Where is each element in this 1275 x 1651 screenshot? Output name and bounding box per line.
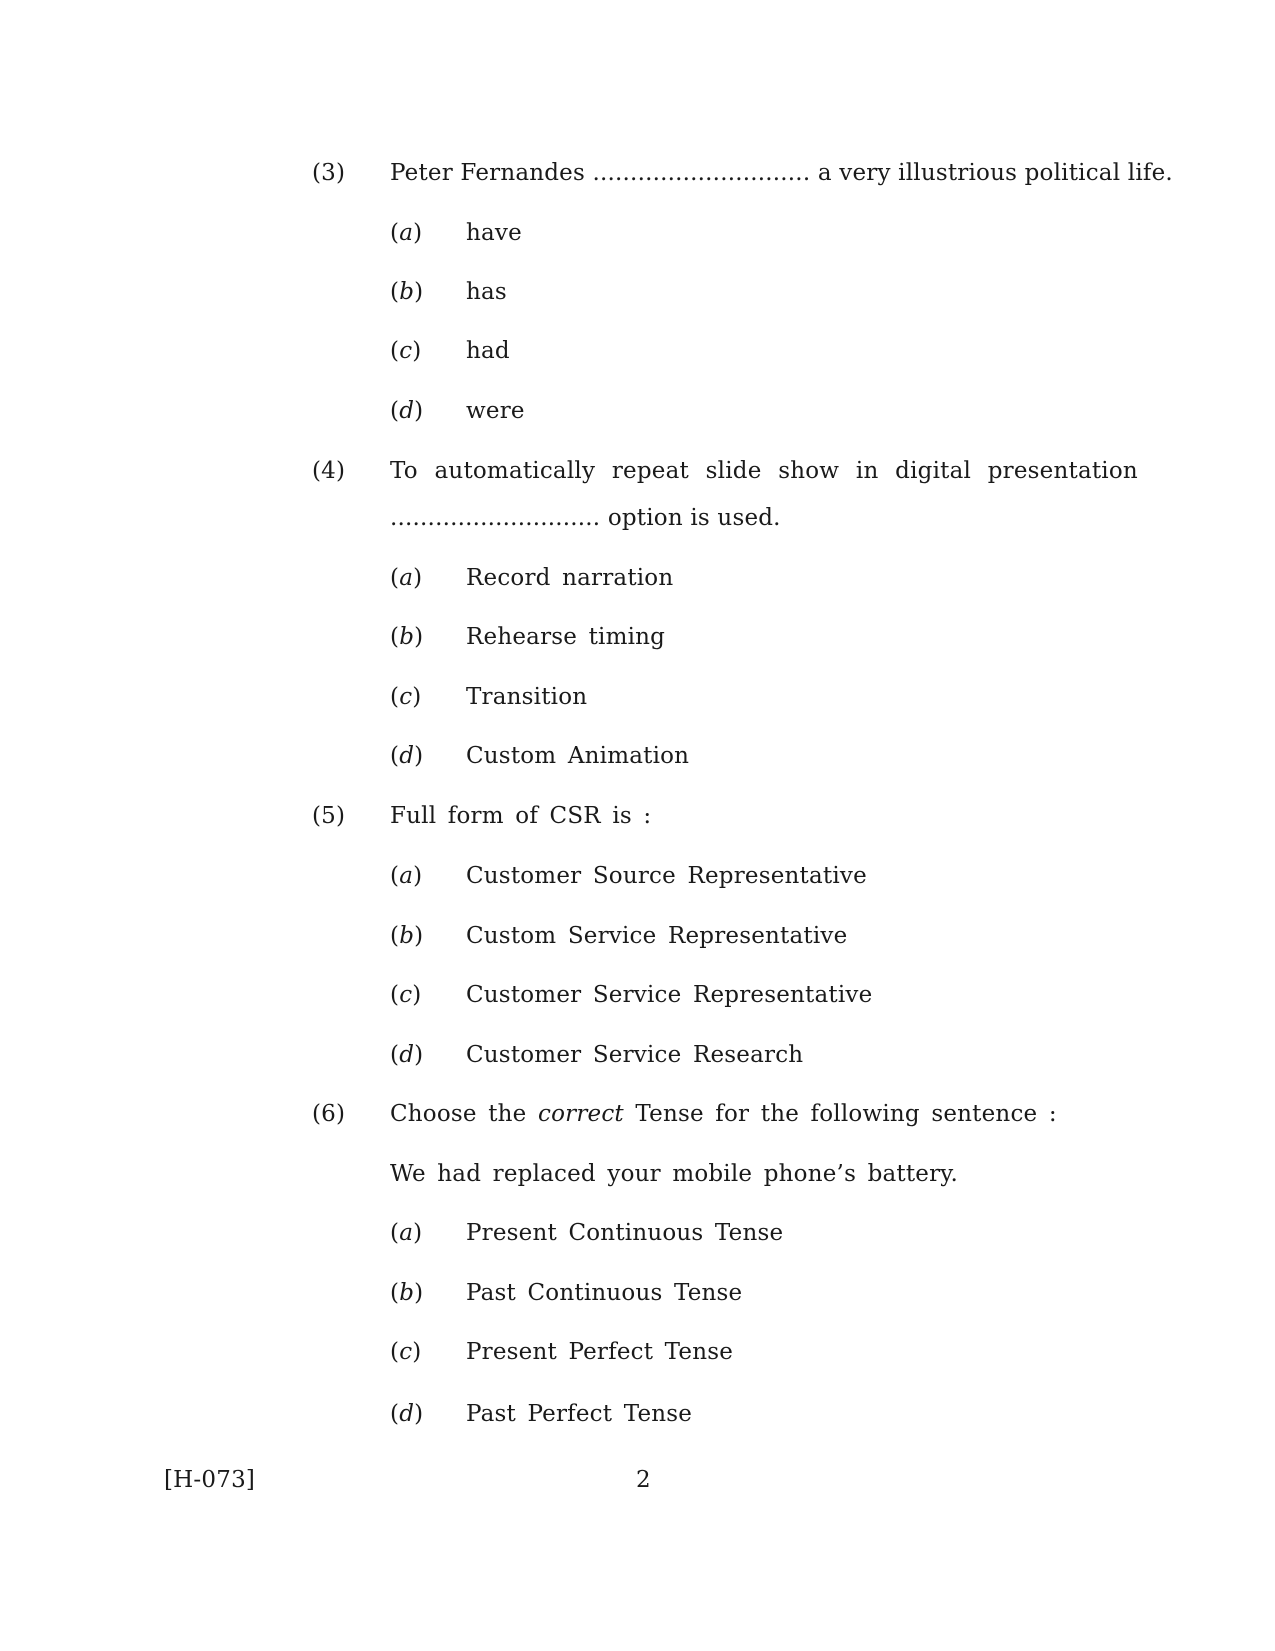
question-6-option-d-label: (d) <box>390 1401 424 1427</box>
question-4-option-a-label: (a) <box>390 565 423 591</box>
question-6-option-d: Past Perfect Tense <box>466 1401 693 1427</box>
question-4-option-b: Rehearse timing <box>466 624 666 650</box>
question-3-option-a: have <box>466 220 522 246</box>
question-4-option-d-label: (d) <box>390 743 424 769</box>
stem-word: show <box>778 458 840 484</box>
question-3-option-d-label: (d) <box>390 398 424 424</box>
question-5-number: (5) <box>312 803 346 829</box>
question-4-option-c-label: (c) <box>390 684 422 710</box>
stem-word: digital <box>895 458 972 484</box>
question-5-option-d: Customer Service Research <box>466 1042 804 1068</box>
emphasis: correct <box>538 1101 624 1127</box>
stem-word: repeat <box>611 458 689 484</box>
question-5-option-b: Custom Service Representative <box>466 923 848 949</box>
question-6-option-c: Present Perfect Tense <box>466 1339 734 1365</box>
question-4-number: (4) <box>312 458 346 484</box>
stem-word: slide <box>705 458 762 484</box>
stem-word: automatically <box>434 458 596 484</box>
question-5-option-a: Customer Source Representative <box>466 863 867 889</box>
question-6-sentence: We had replaced your mobile phone’s battery. <box>390 1161 958 1187</box>
question-5-option-b-label: (b) <box>390 923 424 949</box>
question-3-option-d: were <box>466 398 525 424</box>
question-4-option-b-label: (b) <box>390 624 424 650</box>
question-6-option-a-label: (a) <box>390 1220 423 1246</box>
question-4-stem-line2: ............................ option is used. <box>390 505 781 531</box>
stem-word: in <box>855 458 879 484</box>
page-number: 2 <box>636 1467 651 1493</box>
question-3-number: (3) <box>312 160 346 186</box>
question-6-option-b: Past Continuous Tense <box>466 1280 743 1306</box>
question-4-stem-line1 <box>390 456 1138 486</box>
question-5-option-c-label: (c) <box>390 982 422 1008</box>
question-3-option-b: has <box>466 279 507 305</box>
question-3-stem: Peter Fernandes ............................. a very illustrious political life. <box>390 160 1173 186</box>
question-3-option-c: had <box>466 338 510 364</box>
question-4-option-c: Transition <box>466 684 588 710</box>
question-5-option-d-label: (d) <box>390 1042 424 1068</box>
question-4-option-d: Custom Animation <box>466 743 690 769</box>
question-6-option-a: Present Continuous Tense <box>466 1220 784 1246</box>
question-4-option-a: Record narration <box>466 565 674 591</box>
question-5-option-a-label: (a) <box>390 863 423 889</box>
stem-word: presentation <box>987 458 1138 484</box>
question-6-option-b-label: (b) <box>390 1280 424 1306</box>
question-3-option-c-label: (c) <box>390 338 422 364</box>
question-5-stem: Full form of CSR is : <box>390 803 652 829</box>
paper-code: [H-073] <box>164 1467 256 1493</box>
question-6-stem: Choose the correct Tense for the following sentence : <box>390 1101 1057 1127</box>
question-5-option-c: Customer Service Representative <box>466 982 873 1008</box>
question-3-option-a-label: (a) <box>390 220 423 246</box>
question-6-option-c-label: (c) <box>390 1339 422 1365</box>
question-6-number: (6) <box>312 1101 346 1127</box>
stem-word: To <box>390 458 418 484</box>
question-3-option-b-label: (b) <box>390 279 424 305</box>
